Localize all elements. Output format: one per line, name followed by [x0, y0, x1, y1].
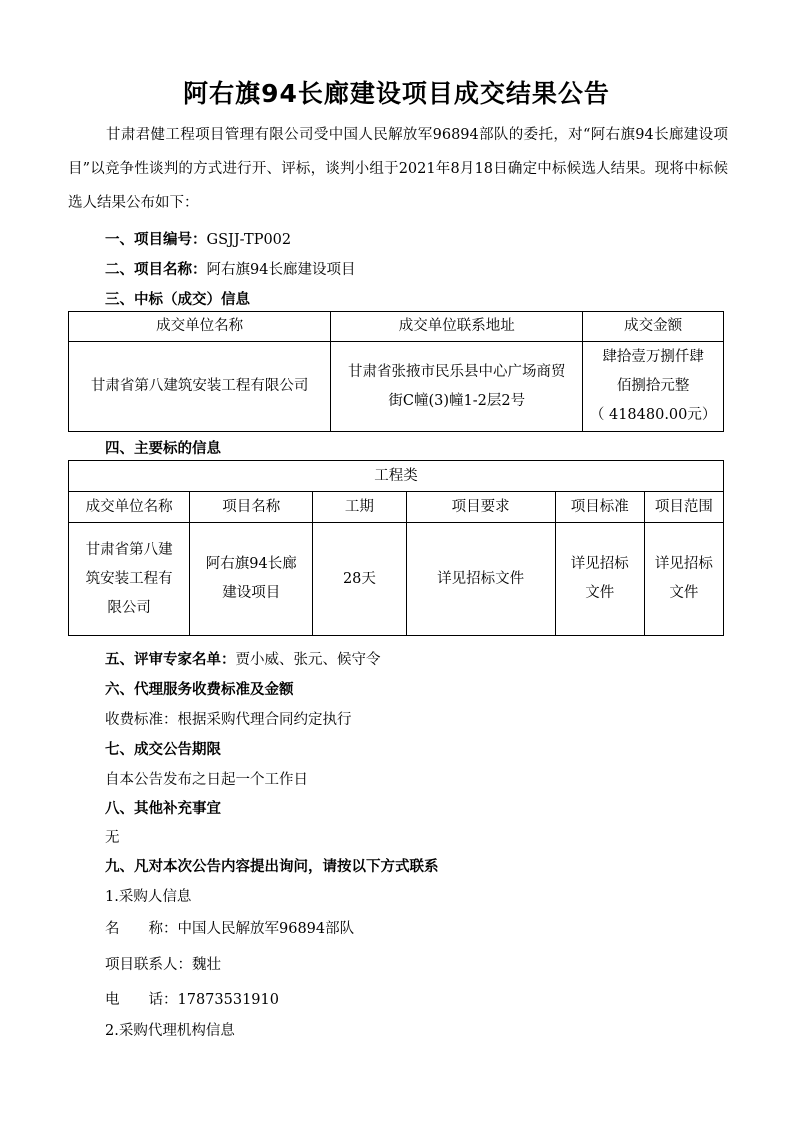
table-header: 成交单位名称	[69, 312, 331, 342]
section-fee-heading: 六、代理服务收费标准及金额	[105, 682, 294, 698]
project-name-value: 阿右旗94长廊建设项目	[206, 262, 356, 278]
table-cell: 甘肃省第八建筑安装工程有限公司	[69, 342, 331, 432]
table-cell	[583, 342, 724, 432]
section-contact-heading: 九、凡对本次公告内容提出询问，请按以下方式联系	[105, 859, 439, 875]
table-cell: 详见招标文件	[406, 523, 555, 636]
field-value: 17873531910	[177, 992, 279, 1008]
field-label: 名 称：	[105, 921, 178, 937]
cell-line: 甘肃省第八建	[85, 541, 173, 558]
section-experts	[105, 648, 381, 669]
section-subject-heading: 四、主要标的信息	[105, 441, 221, 457]
table-cell	[69, 523, 190, 636]
address-line: 甘肃省张掖市民乐县中心广场商贸	[347, 363, 566, 380]
purchaser-heading: 1.采购人信息	[105, 889, 192, 905]
supplement-text: 无	[105, 830, 120, 846]
table-header: 项目要求	[406, 492, 555, 523]
period-text: 自本公告发布之日起一个工作日	[105, 772, 308, 788]
cell-line: 详见招标	[654, 556, 713, 572]
section-period-heading: 七、成交公告期限	[105, 742, 221, 758]
subject-table	[68, 460, 724, 636]
field-value: 魏壮	[192, 957, 221, 973]
table-cell	[644, 523, 723, 636]
table-row	[69, 342, 724, 432]
purchaser-contact-person	[105, 953, 221, 974]
page-title: 阿右旗94长廊建设项目成交结果公告	[183, 79, 610, 108]
amount-line: （ 418480.00元）	[589, 407, 717, 423]
field-value: 中国人民解放军96894部队	[177, 921, 355, 937]
section-label: 五、评审专家名单：	[105, 652, 236, 668]
cell-line: 限公司	[107, 599, 151, 616]
section-project-name	[105, 258, 355, 279]
agency-heading: 2.采购代理机构信息	[105, 1023, 235, 1039]
table-header: 成交单位联系地址	[331, 312, 583, 342]
cell-line: 文件	[585, 585, 615, 601]
section-label: 二、项目名称：	[105, 262, 207, 278]
award-table	[68, 311, 724, 432]
amount-line: 佰捌拾元整	[616, 378, 690, 394]
project-number-value: GSJJ-TP002	[206, 232, 292, 248]
section-award-heading: 三、中标（成交）信息	[105, 292, 250, 308]
table-cell: 28天	[313, 523, 406, 636]
table-header: 项目名称	[190, 492, 313, 523]
experts-value: 贾小威、张元、候守令	[235, 652, 381, 668]
cell-line: 文件	[669, 585, 699, 601]
purchaser-phone	[105, 988, 279, 1009]
cell-line: 建设项目	[222, 585, 281, 601]
table-row	[69, 523, 724, 636]
address-line: 街C幢(3)幢1-2层2号	[388, 392, 526, 409]
table-category: 工程类	[69, 461, 724, 492]
cell-line: 详见招标	[570, 556, 629, 572]
table-header: 成交金额	[583, 312, 724, 342]
table-header: 成交单位名称	[69, 492, 190, 523]
section-project-number	[105, 228, 291, 249]
table-cell	[555, 523, 644, 636]
field-label: 电 话：	[105, 992, 178, 1008]
fee-standard-text: 收费标准：根据采购代理合同约定执行	[105, 712, 352, 728]
table-header: 工期	[313, 492, 406, 523]
section-supplement-heading: 八、其他补充事宜	[105, 801, 221, 817]
field-label: 项目联系人：	[105, 957, 192, 973]
section-label: 一、项目编号：	[105, 232, 207, 248]
cell-line: 阿右旗94长廊	[205, 556, 297, 572]
amount-line: 肆拾壹万捌仟肆	[602, 349, 704, 365]
cell-line: 筑安装工程有	[85, 570, 173, 587]
table-header: 项目范围	[644, 492, 723, 523]
table-header: 项目标准	[555, 492, 644, 523]
table-cell	[190, 523, 313, 636]
table-cell	[331, 342, 583, 432]
intro-paragraph: 甘肃君健工程项目管理有限公司受中国人民解放军96894部队的委托，对“阿右旗94长廊建设项目”以竞争性谈判的方式进行开、评标，谈判小组于2021年8月18日确定中标候选人结果。现将中标候选人结果公布如下：	[68, 127, 728, 211]
purchaser-name	[105, 917, 354, 938]
